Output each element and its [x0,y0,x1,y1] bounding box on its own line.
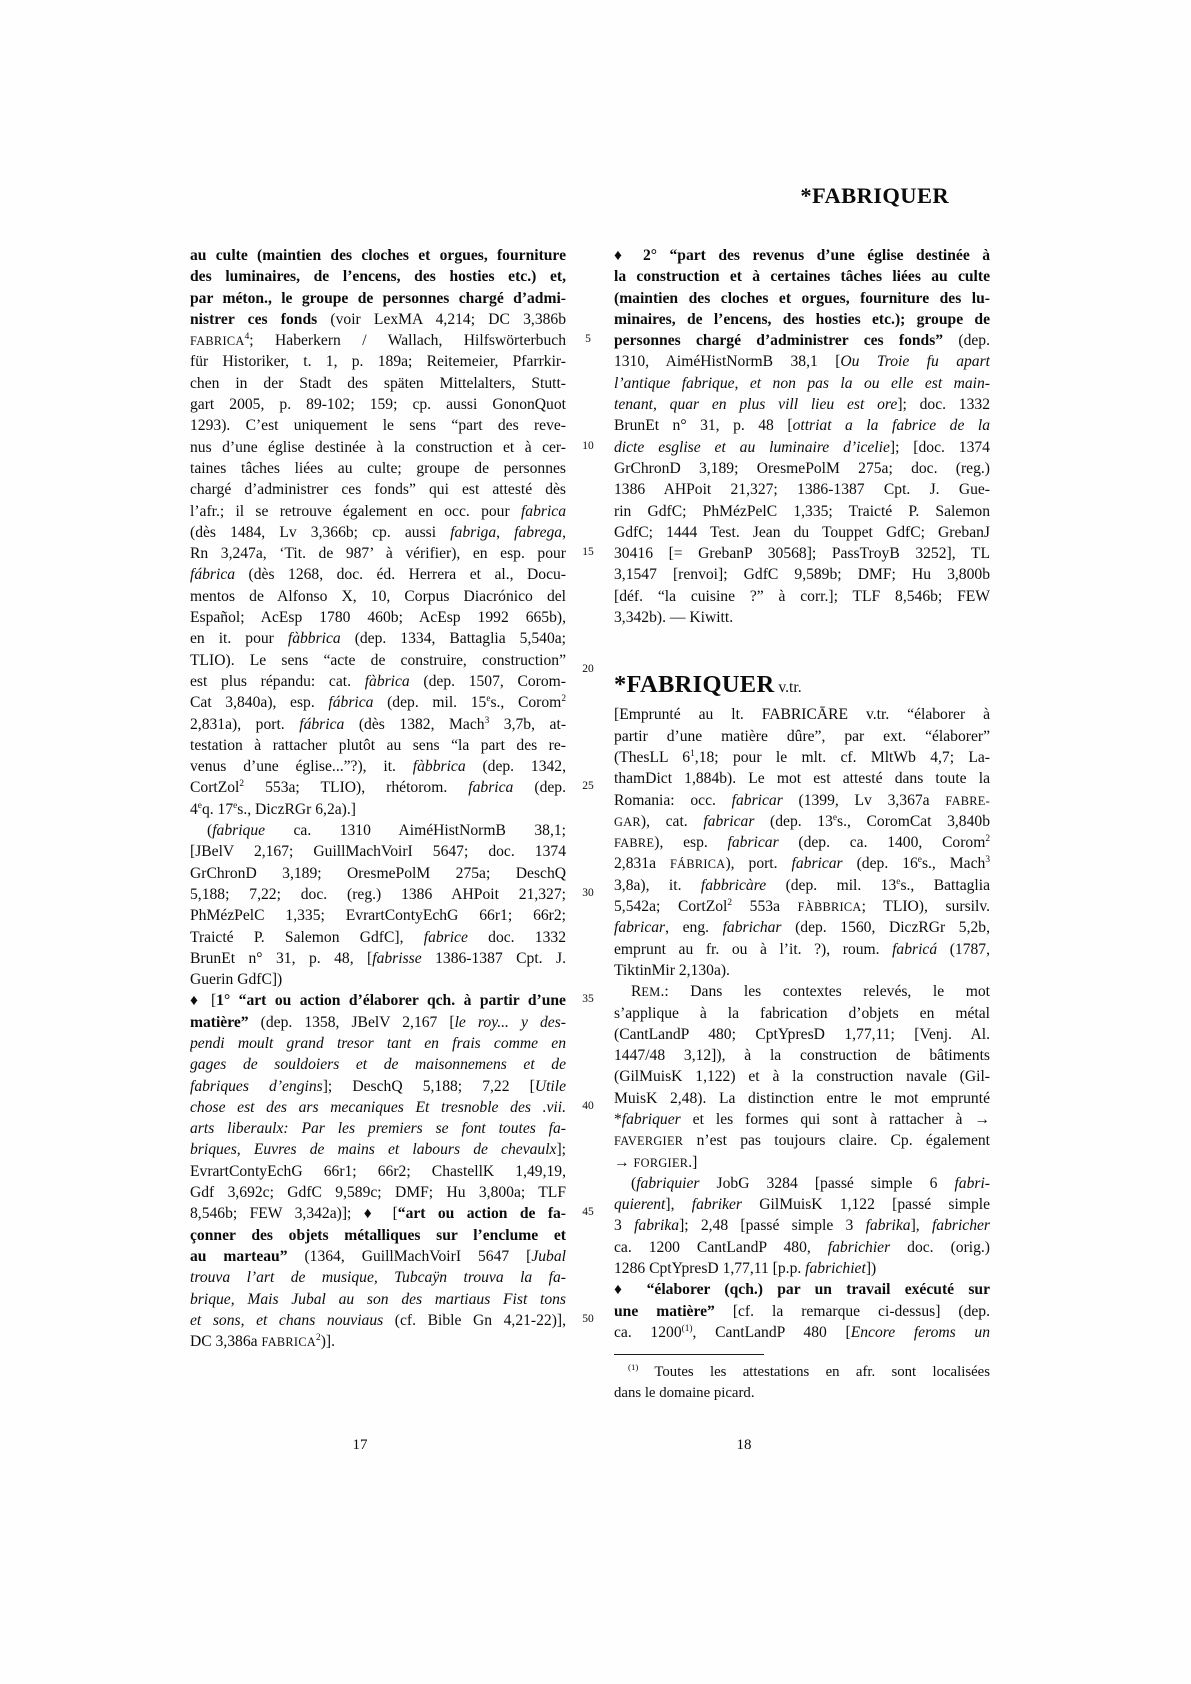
running-head: *FABRIQUER [800,183,949,208]
text-line: Gdf 3,692c; GdfC 9,589c; DMF; Hu 3,800a; TLF [190,1184,566,1202]
text-line: Rn 3,247a, ‘Tit. de 987’ à vérifier), en esp. pour [190,545,566,563]
line-number: 50 [582,1313,594,1325]
text-line: minaires, de l’encens, des hosties etc.); groupe de [614,310,990,328]
line-number: 35 [582,993,594,1005]
text-line: fabricar, eng. fabrichar (dep. 1560, DiczRGr 5,2b, [614,919,990,937]
text-line: partir d’une matière dûre”, par ext. “élaborer” [614,727,990,745]
text-line: 1386 AHPoit 21,327; 1386-1387 Cpt. J. Gue- [614,481,990,499]
text-line: → FORGIER.] [614,1153,698,1171]
line-number: 5 [585,333,591,345]
text-line: DC 3,386a FABRICA$^2$)]. [190,1332,336,1351]
text-line: BrunEt n° 31, p. 48 [ottriat a la fabrice de la [614,417,990,435]
text-line: dicte esglise et au luminaire d’icelie]; [doc. 1374 [614,438,990,456]
text-line: rin GdfC; PhMézPelC 1,335; Traicté P. Salemon [614,502,990,520]
text-line: 8,546b; FEW 3,342a)]; ♦ [“art ou action de fa- [190,1205,566,1223]
line-number: 10 [582,440,594,452]
text-line: pendi moult grand tresor tant en frais comme en [190,1034,566,1052]
text-line: [Emprunté au lt. FABRICĀRE v.tr. “élaborer à [614,706,990,724]
line-number: 15 [582,546,594,558]
text-line: für Historiker, t. 1, p. 189a; Reitemeier, Pfarrkir- [190,353,566,371]
text-line: matière” (dep. 1358, JBelV 2,167 [le roy... y des- [190,1013,566,1031]
text-line: des luminaires, de l’encens, des hosties etc.) et, [190,268,566,286]
text-line: 2,831a FÁBRICA), port. fabricar (dep. 16es., Mach$^3$ [614,855,990,873]
line-number: 25 [582,780,594,792]
text-line: Cat 3,840a), esp. fábrica (dep. mil. 15es., Corom$^2$ [190,694,566,712]
text-line: fabriques d’engins]; DeschQ 5,188; 7,22 [Utile [190,1077,566,1095]
text-line: FABRICA$^4$; Haberkern / Wallach, Hilfswörterbuch [190,332,566,350]
text-line: ♦ “élaborer (qch.) par un travail exécuté sur [614,1281,990,1299]
text-line: (ThesLL $6^1,18$; pour le mlt. cf. MltWb 4,7; La- [614,748,990,766]
text-line: (fabriquier JobG 3284 [passé simple 6 fabri- [631,1174,990,1192]
text-line: 5,188; 7,22; doc. (reg.) 1386 AHPoit 21,327; [190,885,566,903]
text-line: (CantLandP 480; CptYpresD 1,77,11; [Venj. Al. [614,1025,990,1043]
text-line: ca. 1200$^{(1)}$, CantLandP 480 [Encore feroms un [614,1323,990,1341]
text-line: GdfC; 1444 Test. Jean du Touppet GdfC; GrebanJ [614,523,990,541]
text-line: personnes chargé d’administrer ces fonds” (dep. [614,332,990,350]
line-number: 30 [582,887,594,899]
text-line: au culte (maintien des cloches et orgues, fourniture [190,247,566,264]
text-line: ♦ 2° “part des revenus d’une église destinée à [614,247,990,264]
text-line: Traicté P. Salemon GdfC], fabrice doc. 1332 [190,928,566,946]
text-line: REM.: Dans les contextes relevés, le mot [631,983,990,1001]
text-line: ca. 1200 CantLandP 480, fabrichier doc. (orig.) [614,1238,990,1256]
text-line: TiktinMir 2,130a). [614,961,730,979]
line-number: 45 [582,1206,594,1218]
right-column [614,245,990,1403]
text-line: 1286 CptYpresD 1,77,11 [p.p. fabrichiet]) [614,1260,877,1278]
text-line: Español; AcEsp 1780 460b; AcEsp 1992 665b), [190,609,566,627]
line-number: 40 [582,1100,594,1112]
text-line: EvrartContyEchG 66r1; 66r2; ChastellK 1,49,19, [190,1162,566,1180]
text-line: l’afr.; il se retrouve également en occ. pour fabrica [190,502,566,520]
line-number: 20 [582,663,594,675]
text-line: une matière” [cf. la remarque ci-dessus] (dep. [614,1302,990,1320]
text-line: taines tâches liées au culte; groupe de personnes [190,459,566,477]
text-line: GrChronD 3,189; OresmePolM 275a; doc. (reg.) [614,459,990,477]
text-line: FAVERGIER n’est pas toujours claire. Cp. également [614,1132,990,1150]
text-line: 4eq. 17es., DiczRGr 6,2a).] [190,800,356,818]
text-line: l’antique fabrique, et non pas la ou elle est main- [614,374,990,392]
headword-pos: v.tr. [774,679,802,697]
text-line: venus d’une église...”?), it. fàbbrica (dep. 1342, [190,758,566,776]
text-line: gages de souldoiers et de maisonnemens et de [190,1056,566,1074]
text-line: [JBelV 2,167; GuillMachVoirI 5647; doc. 1374 [190,843,566,861]
text-line: 3,8a), it. fabbricàre (dep. mil. 13es., Battaglia [614,876,990,894]
text-line: trouva l’art de musique, Tubcaÿn trouva la fa- [190,1269,566,1287]
text-line: (fabrique ca. 1310 AiméHistNormB 38,1; [207,822,566,840]
text-line: thamDict 1,884b). Le mot est attesté dans toute la [614,770,990,788]
left-column [190,245,566,1352]
footnote-rule [614,1354,764,1355]
footnote [614,1354,990,1403]
text-line: PhMézPelC 1,335; EvrartContyEchG 66r1; 66r2; [190,907,566,925]
text-line: 1310, AiméHistNormB 38,1 [Ou Troie fu apart [614,353,990,371]
text-line: 2,831a), port. fábrica (dès 1382, Mach$^3$ 3,7b, at- [190,715,566,733]
text-line: tenant, quar en plus vill lieu est ore]; doc. 1332 [614,396,990,414]
text-line: MuisK 2,48). La distinction entre le mot emprunté [614,1089,990,1107]
text-line: chose est des ars mecaniques Et tresnoble des .vii. [190,1098,566,1116]
text-line: (maintien des cloches et orgues, fourniture des lu- [614,289,990,307]
text-line: nus d’une église destinée à la construction et à cer- [190,438,566,456]
text-line: gart 2005, p. 89-102; 159; cp. aussi GononQuot [190,396,566,414]
page-number-left: 17 [352,1437,368,1453]
text-line: BrunEt n° 31, p. 48, [fabrisse 1386-1387 Cpt. J. [190,949,566,967]
text-line: chen in der Stadt des späten Mittelalters, Stutt- [190,374,566,392]
text-line: Guerin GdfC]) [190,971,283,989]
text-line: TLIO). Le sens “acte de construire, construction” [190,651,566,669]
text-line: s’applique à la fabrication d’objets en métal [614,1004,990,1022]
text-line: $^{(1)}$ Toutes les attestations en afr. sont localisées [628,1362,990,1381]
text-line: 3,342b). — Kiwitt. [614,609,734,627]
text-line: GAR), cat. fabricar (dep. 13es., CoromCat 3,840b [614,812,990,830]
text-line: quierent], fabriker GilMuisK 1,122 [passé simple [614,1196,990,1214]
text-line: mentos de Alfonso X, 10, Corpus Diacrónico del [190,587,566,605]
text-line: briques, Euvres de mains et labours de chevaulx]; [190,1141,566,1159]
text-line: chargé d’administrer ces fonds” qui est attesté dès [190,481,566,499]
text-line: [déf. “la cuisine ?” à corr.]; TLF 8,546b; FEW [614,587,990,605]
text-line: au marteau” (1364, GuillMachVoirI 5647 [Jubal [190,1247,566,1265]
text-line: en it. pour fàbbrica (dep. 1334, Battaglia 5,540a; [190,630,566,648]
text-line: brique, Mais Jubal au son des martiaus Fist tons [190,1290,566,1308]
text-line: FABRE), esp. fabricar (dep. ca. 1400, Corom$^2$ [614,833,990,852]
text-line: testation à rattacher plutôt au sens “la part des re- [190,736,566,754]
text-line: çonner des objets métalliques sur l’enclume et [190,1226,566,1244]
text-line: fábrica (dès 1268, doc. éd. Herrera et al., Docu- [190,566,566,584]
text-line: emprunt au fr. ou à l’it. ?), roum. fabricá (1787, [614,940,990,958]
text-line: par méton., le groupe de personnes chargé d’admi- [190,289,566,307]
text-line: GrChronD 3,189; OresmePolM 275a; DeschQ [190,864,566,882]
text-line: Romania: occ. fabricar (1399, Lv 3,367a FABRE- [614,791,990,809]
text-line: 3,1547 [renvoi]; GdfC 9,589b; DMF; Hu 3,800b [614,566,990,584]
text-line: ♦ [1° “art ou action d’élaborer qch. à partir d’une [190,992,566,1010]
text-line: 5,542a; CortZol$^2$ 553a FÀBBRICA; TLIO), sursilv. [614,897,990,916]
text-line: CortZol$^2$ 553a; TLIO), rhétorom. fabrica (dep. [190,779,566,797]
text-line: 1293). C’est uniquement le sens “part des reve- [190,417,566,435]
text-line: *fabriquer et les formes qui sont à rattacher à → [614,1110,990,1128]
page-number-right: 18 [736,1437,752,1453]
text-line: dans le domaine picard. [614,1384,755,1401]
headword-line [614,670,990,704]
text-line: et sons, et chans nouviaus (cf. Bible Gn 4,21-22)], [190,1311,566,1329]
text-line: est plus répandu: cat. fàbrica (dep. 1507, Corom- [190,672,566,690]
text-line: 30416 [= GrebanP 30568]; PassTroyB 3252], TL [614,545,990,563]
text-line: nistrer ces fonds (voir LexMA 4,214; DC 3,386b [190,310,566,328]
text-line: 1447/48 3,12]), à la construction de bâtiments [614,1047,990,1065]
text-line: (dès 1484, Lv 3,366b; cp. aussi fabriga, fabrega, [190,523,566,541]
text-line: la construction et à certaines tâches liées au culte [614,268,990,286]
text-line: 3 fabrika]; 2,48 [passé simple 3 fabrika], fabricher [614,1217,990,1235]
headword-lemma: *FABRIQUER [614,671,775,699]
text-line: (GilMuisK 1,122) et à la construction navale (Gil- [614,1068,990,1086]
text-line: arts liberaulx: Par les premiers se font toutes fa- [190,1120,566,1138]
